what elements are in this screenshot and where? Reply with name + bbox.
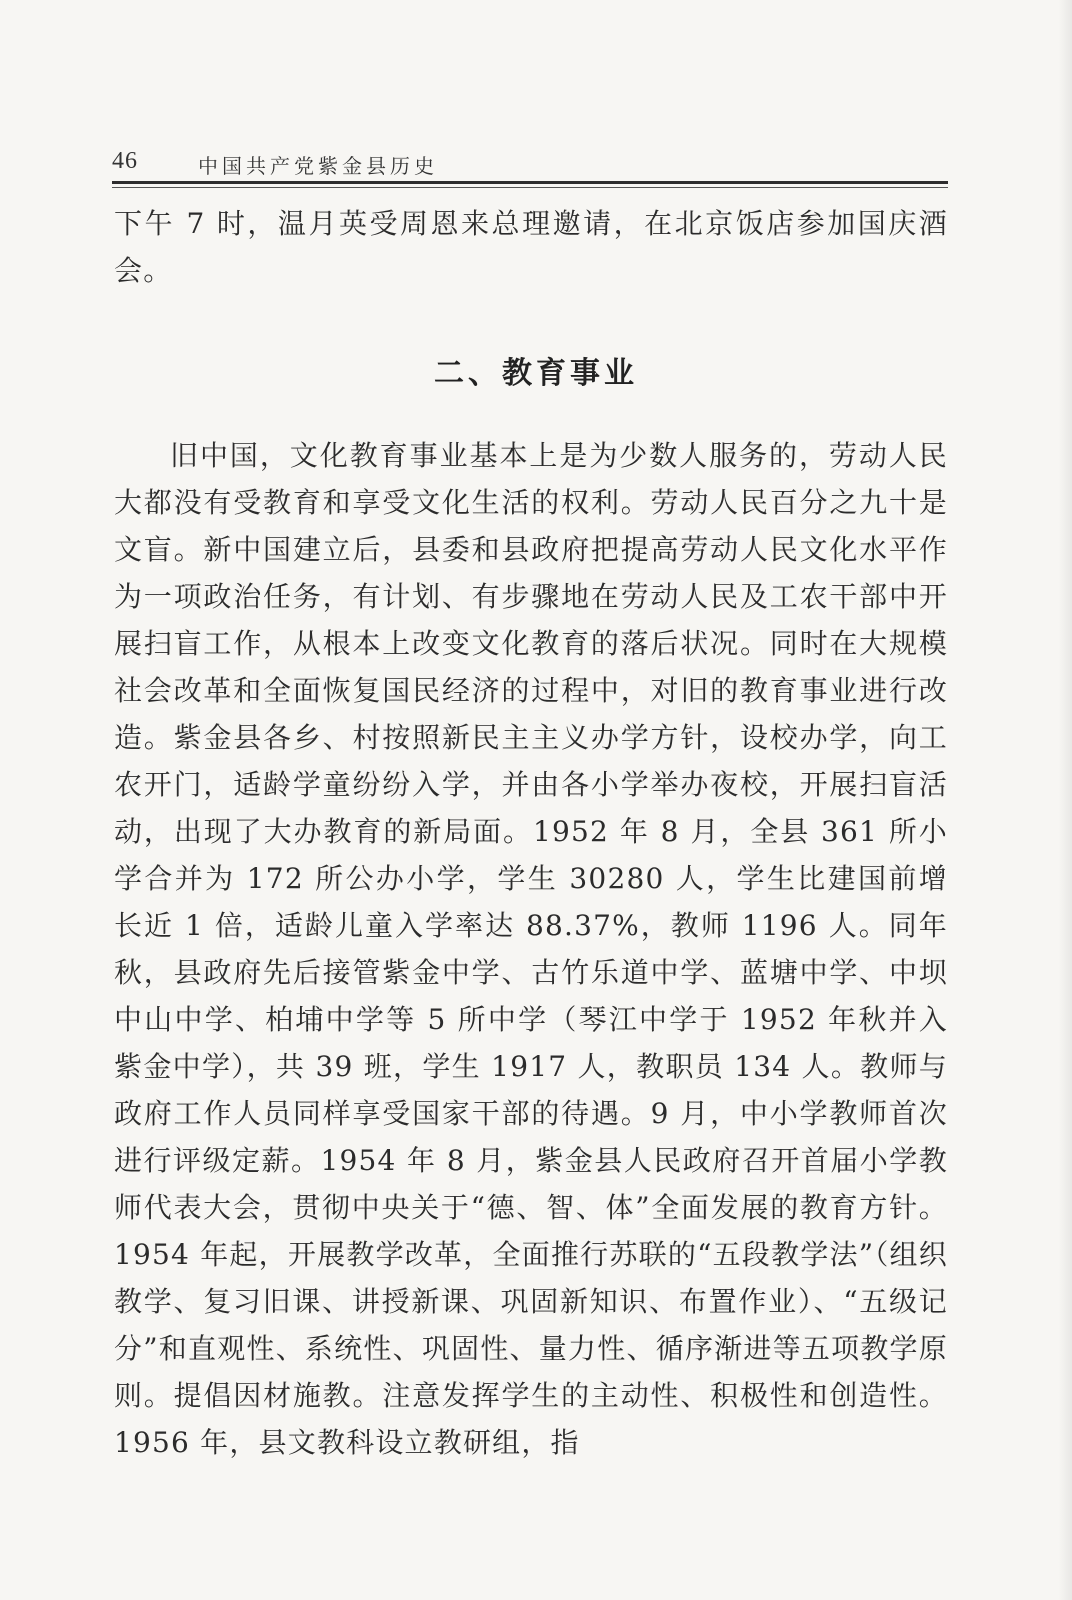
book-title: 中国共产党紫金县历史 xyxy=(198,154,438,178)
section-title: 二、教育事业 xyxy=(434,356,638,391)
header-rule-thin xyxy=(112,187,948,188)
carry-over-paragraph: 下午 7 时，温月英受周恩来总理邀请，在北京饭店参加国庆酒会。 xyxy=(114,207,948,287)
header-rule-thick xyxy=(112,181,948,184)
running-header xyxy=(112,146,948,182)
main-paragraph: 旧中国，文化教育事业基本上是为少数人服务的，劳动人民大都没有受教育和享受文化生活的权利。劳动人民百分之九十是文盲。新中国建立后，县委和县政府把提高劳动人民文化水平作为一项政治任务，有计划、有步骤地在劳动人民及工农干部中开展扫盲工作，从根本上改变文化教育的落后状况。同时在大规模社会改革和全面恢复国民经济的过程中，对旧的教育事业进行改造。紫金县各乡、村按照新民主主义办学方针，设校办学，向工农开门，适龄学童纷纷入学，并由各小学举办夜校，开展扫盲活动，出现了大办教育的新局面。1952 年 8 月，全县 361 所小学合并为 172 所公办小学，学生 30280 人，学生比建国前增长近 1 倍，适龄儿童入学率达 88.37%，教师 1196 人。同年秋，县政府先后接管紫金中学、古竹乐道中学、蓝塘中学、中坝中山中学、柏埔中学等 5 所中学（琴江中学于 1952 年秋并入紫金中学），共 39 班，学生 1917 人，教职员 134 人。教师与政府工作人员同样享受国家干部的待遇。9 月，中小学教师首次进行评级定薪。1954 年 8 月，紫金县人民政府召开首届小学教师代表大会，贯彻中央关于“德、智、体”全面发展的教育方针。1954 年起，开展教学改革，全面推行苏联的“五段教学法”（组织教学、复习旧课、讲授新课、巩固新知识、布置作业）、“五级记分”和直观性、系统性、巩固性、量力性、循序渐进等五项教学原则。提倡因材施教。注意发挥学生的主动性、积极性和创造性。1956 年，县文教科设立教研组，指 xyxy=(114,439,948,1459)
page-number: 46 xyxy=(112,148,138,174)
page-edge-shadow xyxy=(1058,0,1072,1600)
